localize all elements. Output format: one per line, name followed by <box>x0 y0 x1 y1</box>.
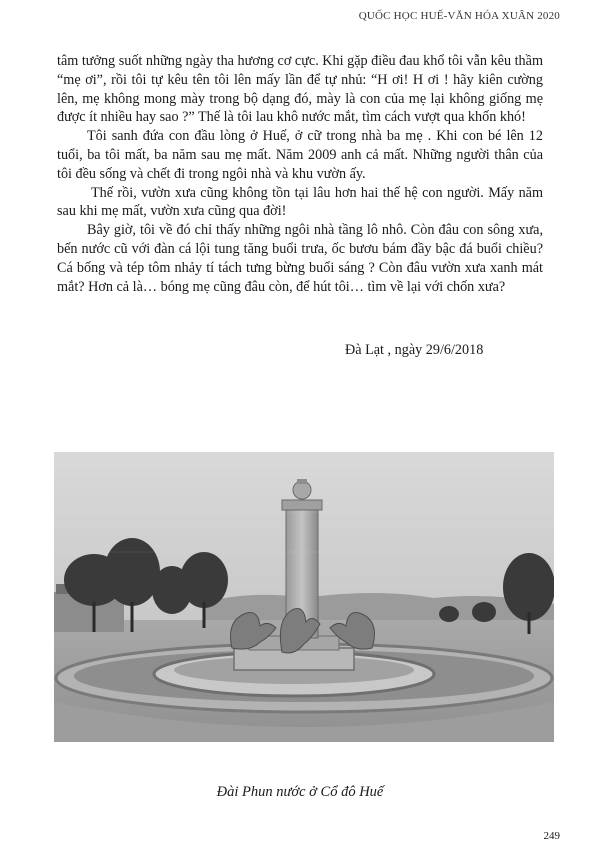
paragraph-first-child: Tôi sanh đứa con đầu lòng ở Huế, ở cữ trong nhà ba mẹ . Khi con bé lên 12 tuổi, ba tôi mất, ba năm sau mẹ mất. Năm 2009 anh cả mất. Những người thân của tôi đều sống và chết đi trong ngôi nhà và khu vườn ấy. <box>57 128 543 182</box>
fountain-photo <box>54 452 554 742</box>
fountain-photo-illustration <box>54 452 554 742</box>
page-number: 249 <box>543 830 560 842</box>
paragraph-now: Bây giờ, tôi về đó chỉ thấy những ngôi nhà tầng lô nhô. Còn đâu con sông xưa, bến nước cũ với đàn cá lội tung tăng buổi trưa, ốc bươu bám đầy bậc đá buổi chiều? Cá bống và tép tôm nhảy tí tách tưng bừng buổi sáng ? Còn đâu vườn xưa xanh mát mắt? Hơn cả là… bóng mẹ cũng đâu còn, để hút tôi… tìm về lại với chốn xưa? <box>57 222 543 295</box>
place-date-signoff: Đà Lạt , ngày 29/6/2018 <box>345 342 484 358</box>
running-header: QUỐC HỌC HUẾ-VĂN HÓA XUÂN 2020 <box>358 10 560 22</box>
paragraph-garden-gone: Thế rồi, vườn xưa cũng không tồn tại lâu hơn hai thế hệ con người. Mấy năm sau khi mẹ mất, vườn xưa cũng qua đời! <box>57 184 543 220</box>
paragraph-continuation: tâm tưởng suốt những ngày tha hương cơ cực. Khi gặp điều đau khổ tôi vẫn kêu thầm “mẹ ơi”, rồi tôi tự kêu tên tôi lên mấy lần để tự nhủ: “H ơi! H ơi ! hãy kiên cường lên, mẹ không mong mày trong bộ dạng đó, mày là con của mẹ lại không giống mẹ được ít nhiều hay sao ?” Thế là tôi lau khô nước mắt, tìm cách vượt qua khốn khó! <box>57 53 543 126</box>
article-body <box>57 52 543 296</box>
photo-caption: Đài Phun nước ở Cổ đô Huế <box>216 784 384 800</box>
